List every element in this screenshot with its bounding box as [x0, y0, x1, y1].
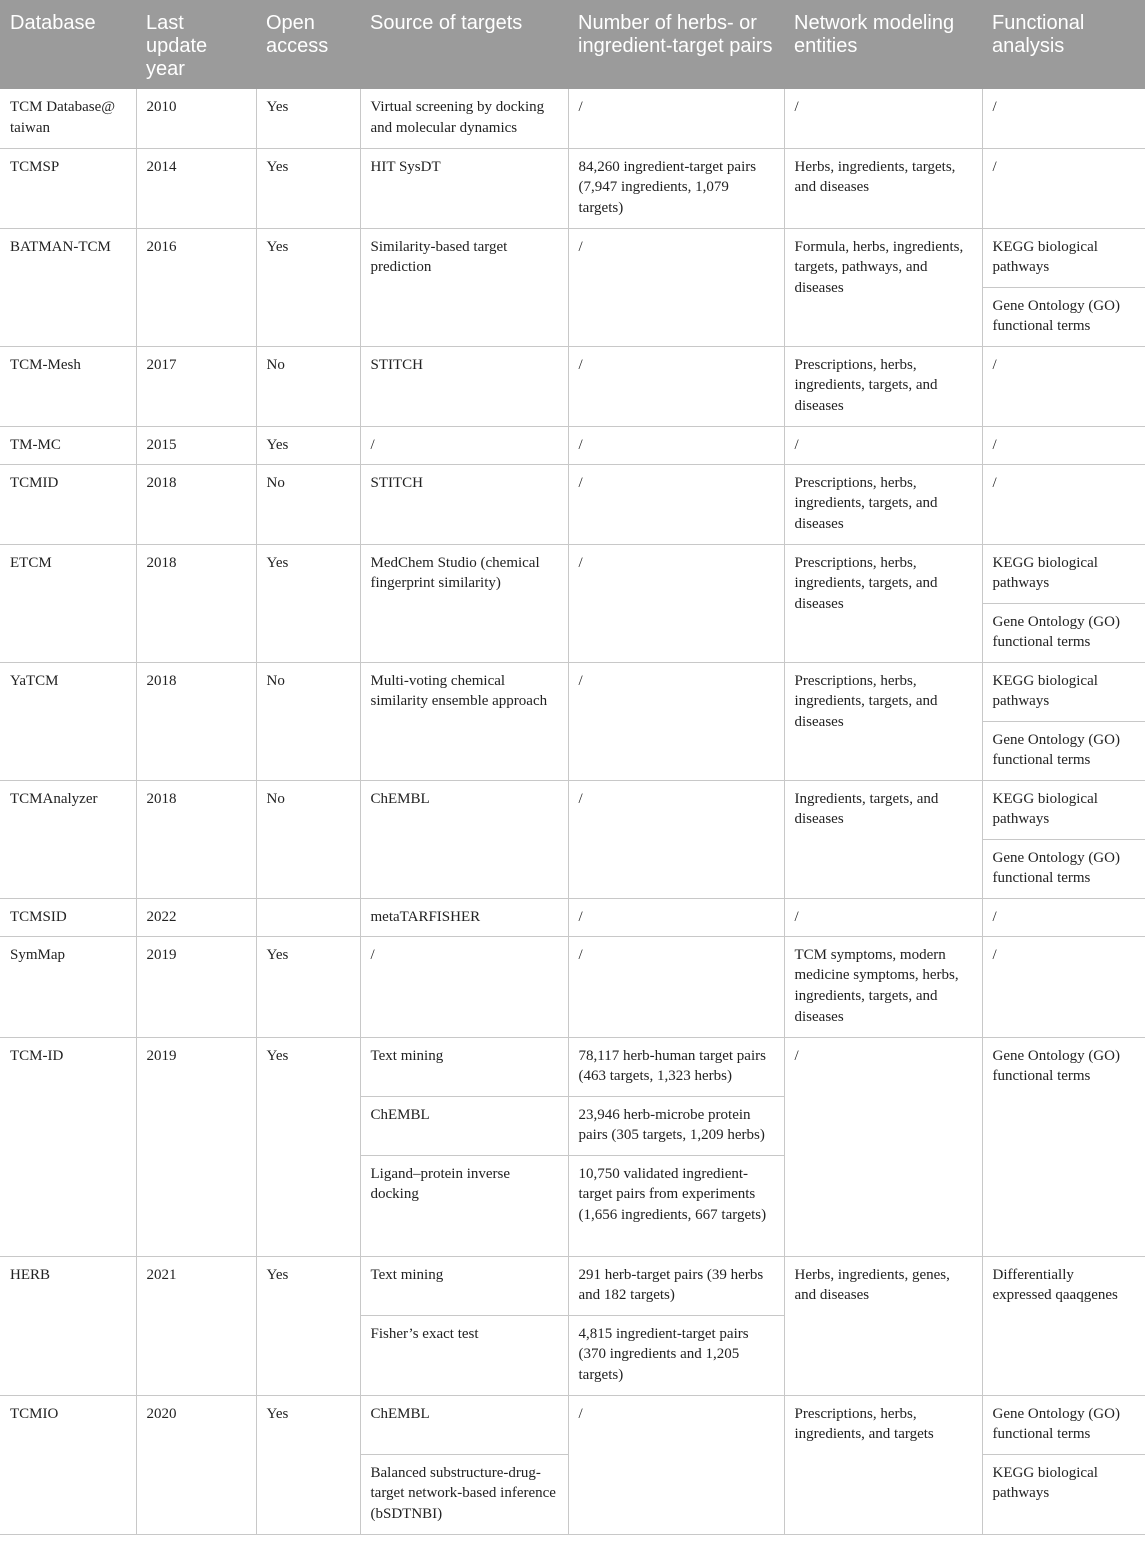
- cell-year: 2018: [136, 780, 256, 898]
- table-row: [0, 662, 1145, 721]
- cell-pairs: 291 herb-target pairs (39 herbs and 182 targets): [568, 1256, 784, 1315]
- cell-pairs: /: [568, 1395, 784, 1534]
- header-source-of-targets: Source of targets: [360, 0, 568, 89]
- cell-pairs: /: [568, 780, 784, 898]
- cell-functional: Differentially expressed qaaqgenes: [982, 1256, 1145, 1395]
- table-row: [0, 148, 1145, 228]
- cell-functional: Gene Ontology (GO) functional terms: [982, 287, 1145, 346]
- cell-entities: Prescriptions, herbs, ingredients, targets, and diseases: [784, 464, 982, 544]
- cell-open-access: Yes: [256, 228, 360, 346]
- cell-database: YaTCM: [0, 662, 136, 780]
- cell-database: TCM Database@ taiwan: [0, 89, 136, 148]
- cell-open-access: [256, 898, 360, 936]
- table-row: [0, 89, 1145, 148]
- cell-open-access: Yes: [256, 1395, 360, 1534]
- table-row: [0, 898, 1145, 936]
- cell-open-access: Yes: [256, 936, 360, 1037]
- cell-pairs: /: [568, 898, 784, 936]
- cell-year: 2017: [136, 346, 256, 426]
- cell-database: ETCM: [0, 544, 136, 662]
- header-open-access: Open access: [256, 0, 360, 89]
- cell-database: BATMAN-TCM: [0, 228, 136, 346]
- cell-open-access: No: [256, 662, 360, 780]
- header-network-entities: Network modeling entities: [784, 0, 982, 89]
- cell-open-access: Yes: [256, 544, 360, 662]
- table-row: [0, 544, 1145, 603]
- cell-functional: Gene Ontology (GO) functional terms: [982, 721, 1145, 780]
- cell-source: STITCH: [360, 346, 568, 426]
- cell-year: 2022: [136, 898, 256, 936]
- cell-pairs: /: [568, 464, 784, 544]
- cell-pairs: /: [568, 228, 784, 346]
- table-row: [0, 1395, 1145, 1454]
- table-row: [0, 936, 1145, 1037]
- cell-source: Similarity-based target prediction: [360, 228, 568, 346]
- cell-functional: /: [982, 464, 1145, 544]
- cell-entities: Herbs, ingredients, genes, and diseases: [784, 1256, 982, 1395]
- cell-functional: KEGG biological pathways: [982, 780, 1145, 839]
- cell-entities: Prescriptions, herbs, ingredients, targets, and diseases: [784, 662, 982, 780]
- cell-open-access: No: [256, 464, 360, 544]
- table-row: [0, 1037, 1145, 1096]
- cell-entities: /: [784, 89, 982, 148]
- cell-database: TCMIO: [0, 1395, 136, 1534]
- cell-source: Balanced substructure-drug-target network-based inference (bSDTNBI): [360, 1454, 568, 1534]
- cell-pairs: 23,946 herb-microbe protein pairs (305 targets, 1,209 herbs): [568, 1096, 784, 1155]
- header-functional-analysis: Functional analysis: [982, 0, 1145, 89]
- table-row: [0, 346, 1145, 426]
- cell-open-access: Yes: [256, 148, 360, 228]
- cell-functional: Gene Ontology (GO) functional terms: [982, 1395, 1145, 1454]
- cell-pairs: /: [568, 936, 784, 1037]
- cell-source: ChEMBL: [360, 780, 568, 898]
- cell-functional: /: [982, 346, 1145, 426]
- cell-database: TCMSID: [0, 898, 136, 936]
- cell-source: HIT SysDT: [360, 148, 568, 228]
- cell-functional: Gene Ontology (GO) functional terms: [982, 603, 1145, 662]
- cell-pairs: 10,750 validated ingredient-target pairs from experiments (1,656 ingredients, 667 targets): [568, 1155, 784, 1256]
- cell-source: Text mining: [360, 1037, 568, 1096]
- cell-database: TM-MC: [0, 426, 136, 464]
- cell-pairs: 4,815 ingredient-target pairs (370 ingredients and 1,205 targets): [568, 1315, 784, 1395]
- cell-open-access: No: [256, 346, 360, 426]
- cell-year: 2021: [136, 1256, 256, 1395]
- cell-functional: /: [982, 426, 1145, 464]
- table-row: [0, 426, 1145, 464]
- cell-entities: Prescriptions, herbs, ingredients, targets, and diseases: [784, 346, 982, 426]
- cell-entities: /: [784, 426, 982, 464]
- cell-functional: /: [982, 936, 1145, 1037]
- cell-year: 2010: [136, 89, 256, 148]
- cell-source: metaTARFISHER: [360, 898, 568, 936]
- cell-functional: KEGG biological pathways: [982, 1454, 1145, 1534]
- cell-year: 2016: [136, 228, 256, 346]
- cell-functional: KEGG biological pathways: [982, 662, 1145, 721]
- cell-open-access: Yes: [256, 426, 360, 464]
- cell-database: TCMID: [0, 464, 136, 544]
- cell-functional: /: [982, 898, 1145, 936]
- cell-source: Text mining: [360, 1256, 568, 1315]
- cell-open-access: No: [256, 780, 360, 898]
- cell-source: Virtual screening by docking and molecular dynamics: [360, 89, 568, 148]
- cell-year: 2014: [136, 148, 256, 228]
- header-last-update-year: Last update year: [136, 0, 256, 89]
- cell-entities: Prescriptions, herbs, ingredients, and targets: [784, 1395, 982, 1534]
- cell-source: /: [360, 936, 568, 1037]
- cell-functional: Gene Ontology (GO) functional terms: [982, 839, 1145, 898]
- cell-entities: /: [784, 898, 982, 936]
- cell-year: 2019: [136, 1037, 256, 1256]
- header-database: Database: [0, 0, 136, 89]
- cell-pairs: 84,260 ingredient-target pairs (7,947 ingredients, 1,079 targets): [568, 148, 784, 228]
- cell-source: ChEMBL: [360, 1096, 568, 1155]
- cell-database: TCMAnalyzer: [0, 780, 136, 898]
- cell-functional: Gene Ontology (GO) functional terms: [982, 1037, 1145, 1256]
- cell-functional: /: [982, 89, 1145, 148]
- cell-functional: KEGG biological pathways: [982, 228, 1145, 287]
- table-row: [0, 464, 1145, 544]
- cell-open-access: Yes: [256, 89, 360, 148]
- cell-source: Ligand–protein inverse docking: [360, 1155, 568, 1256]
- cell-entities: Herbs, ingredients, targets, and diseases: [784, 148, 982, 228]
- cell-source: ChEMBL: [360, 1395, 568, 1454]
- cell-open-access: Yes: [256, 1037, 360, 1256]
- header-number-of-pairs: Number of herbs- or ingredient-target pairs: [568, 0, 784, 89]
- cell-database: TCM-ID: [0, 1037, 136, 1256]
- cell-pairs: /: [568, 346, 784, 426]
- cell-source: STITCH: [360, 464, 568, 544]
- cell-pairs: /: [568, 426, 784, 464]
- cell-entities: Ingredients, targets, and diseases: [784, 780, 982, 898]
- cell-pairs: /: [568, 544, 784, 662]
- cell-database: SymMap: [0, 936, 136, 1037]
- cell-functional: KEGG biological pathways: [982, 544, 1145, 603]
- cell-year: 2020: [136, 1395, 256, 1534]
- cell-year: 2015: [136, 426, 256, 464]
- table-row: [0, 228, 1145, 287]
- cell-entities: /: [784, 1037, 982, 1256]
- header-row: [0, 0, 1145, 89]
- cell-functional: /: [982, 148, 1145, 228]
- cell-year: 2018: [136, 544, 256, 662]
- cell-entities: Formula, herbs, ingredients, targets, pathways, and diseases: [784, 228, 982, 346]
- cell-year: 2018: [136, 662, 256, 780]
- cell-open-access: Yes: [256, 1256, 360, 1395]
- cell-pairs: /: [568, 662, 784, 780]
- cell-source: /: [360, 426, 568, 464]
- table-row: [0, 780, 1145, 839]
- cell-entities: TCM symptoms, modern medicine symptoms, herbs, ingredients, targets, and diseases: [784, 936, 982, 1037]
- cell-pairs: 78,117 herb-human target pairs (463 targets, 1,323 herbs): [568, 1037, 784, 1096]
- cell-pairs: /: [568, 89, 784, 148]
- cell-year: 2018: [136, 464, 256, 544]
- cell-source: Fisher’s exact test: [360, 1315, 568, 1395]
- cell-database: TCMSP: [0, 148, 136, 228]
- cell-database: TCM-Mesh: [0, 346, 136, 426]
- cell-source: Multi-voting chemical similarity ensemble approach: [360, 662, 568, 780]
- cell-year: 2019: [136, 936, 256, 1037]
- cell-database: HERB: [0, 1256, 136, 1395]
- cell-source: MedChem Studio (chemical fingerprint similarity): [360, 544, 568, 662]
- table-row: [0, 1256, 1145, 1315]
- cell-entities: Prescriptions, herbs, ingredients, targets, and diseases: [784, 544, 982, 662]
